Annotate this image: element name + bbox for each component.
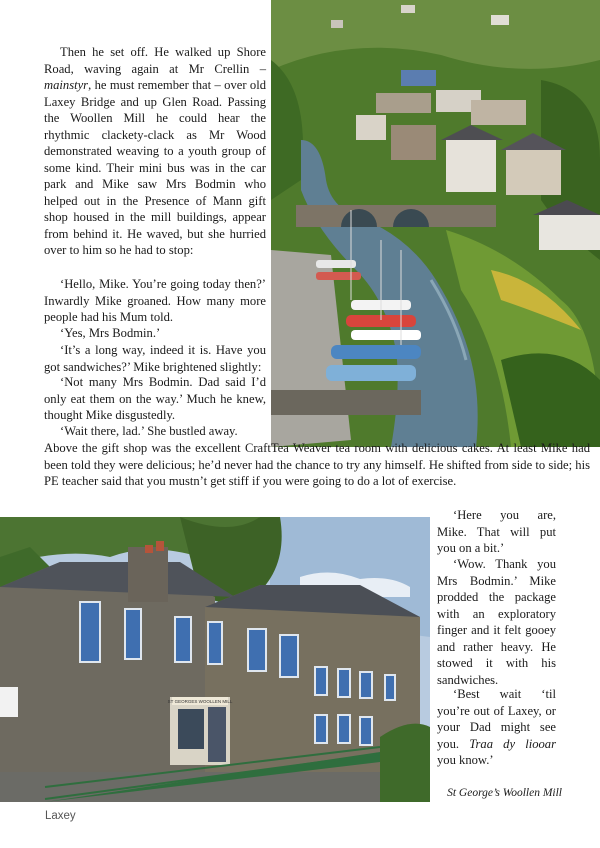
- paragraph-2: ‘Hello, Mike. You’re going today then?’ Inwardly Mike groaned. How many more people had his Mum told.: [44, 277, 266, 324]
- paragraph-3: ‘Yes, Mrs Bodmin.’: [60, 326, 161, 340]
- paragraph-9: ‘Best wait ‘til you’re out of Laxey, or your Dad might see you. Traa dy liooar you know.’: [437, 687, 556, 767]
- paragraph-1: Then he set off. He walked up Shore Road, waving again at Mr Crellin – mainstyr, he must remember that – over old Laxey Bridge and up Glen Road. Passing the Woollen Mill he could hear the rhythmic clackety-clack as Mr Wood demonstrated weaving to a youth group of some kind. Their mini bus was in the car park and Mike saw Mrs Bodmin who helped out in the Presence of Mann gift shop housed in the mill buildings, appear from behind it. He waved, but she hurried over to him so he had to stop:: [44, 45, 266, 257]
- paragraph-4: ‘It’s a long way, indeed it is. Have you got sandwiches?’ Mike brightened slightly:: [44, 343, 266, 374]
- paragraph-6: Above the gift shop was the excellent CraftTea Weaver tea room with delicious cakes. At least Mike had been told they were delicious; he’d never had the chance to try any himself. He shifted from side to side; his PE teacher said that you mustn’t get stiff if you were going to do a lot of exercise.: [44, 441, 590, 488]
- mill-sign-text: ST GEORGES WOOLLEN MILL: [167, 699, 233, 704]
- paragraph-8: ‘Wow. Thank you Mrs Bodmin.’ Mike prodded the package with an exploratory finger and it felt gooey and rather heavy. He stowed it with his sandwiches.: [437, 557, 556, 687]
- page-footer: Laxey: [45, 810, 76, 822]
- paragraph-7: ‘Here you are, Mike. That will put you on a bit.’: [437, 508, 556, 555]
- paragraph-6-start: ‘Wait there, lad.’ She bustled away.: [60, 424, 238, 438]
- woollen-mill-photo: [0, 517, 430, 802]
- photo-caption: St George’s Woollen Mill: [447, 787, 562, 799]
- paragraph-5: ‘Not many Mrs Bodmin. Dad said I’d only eat them on the way.’ Much he knew, thought Mike disgustedly.: [44, 375, 266, 422]
- laxey-harbour-photo: [271, 0, 600, 447]
